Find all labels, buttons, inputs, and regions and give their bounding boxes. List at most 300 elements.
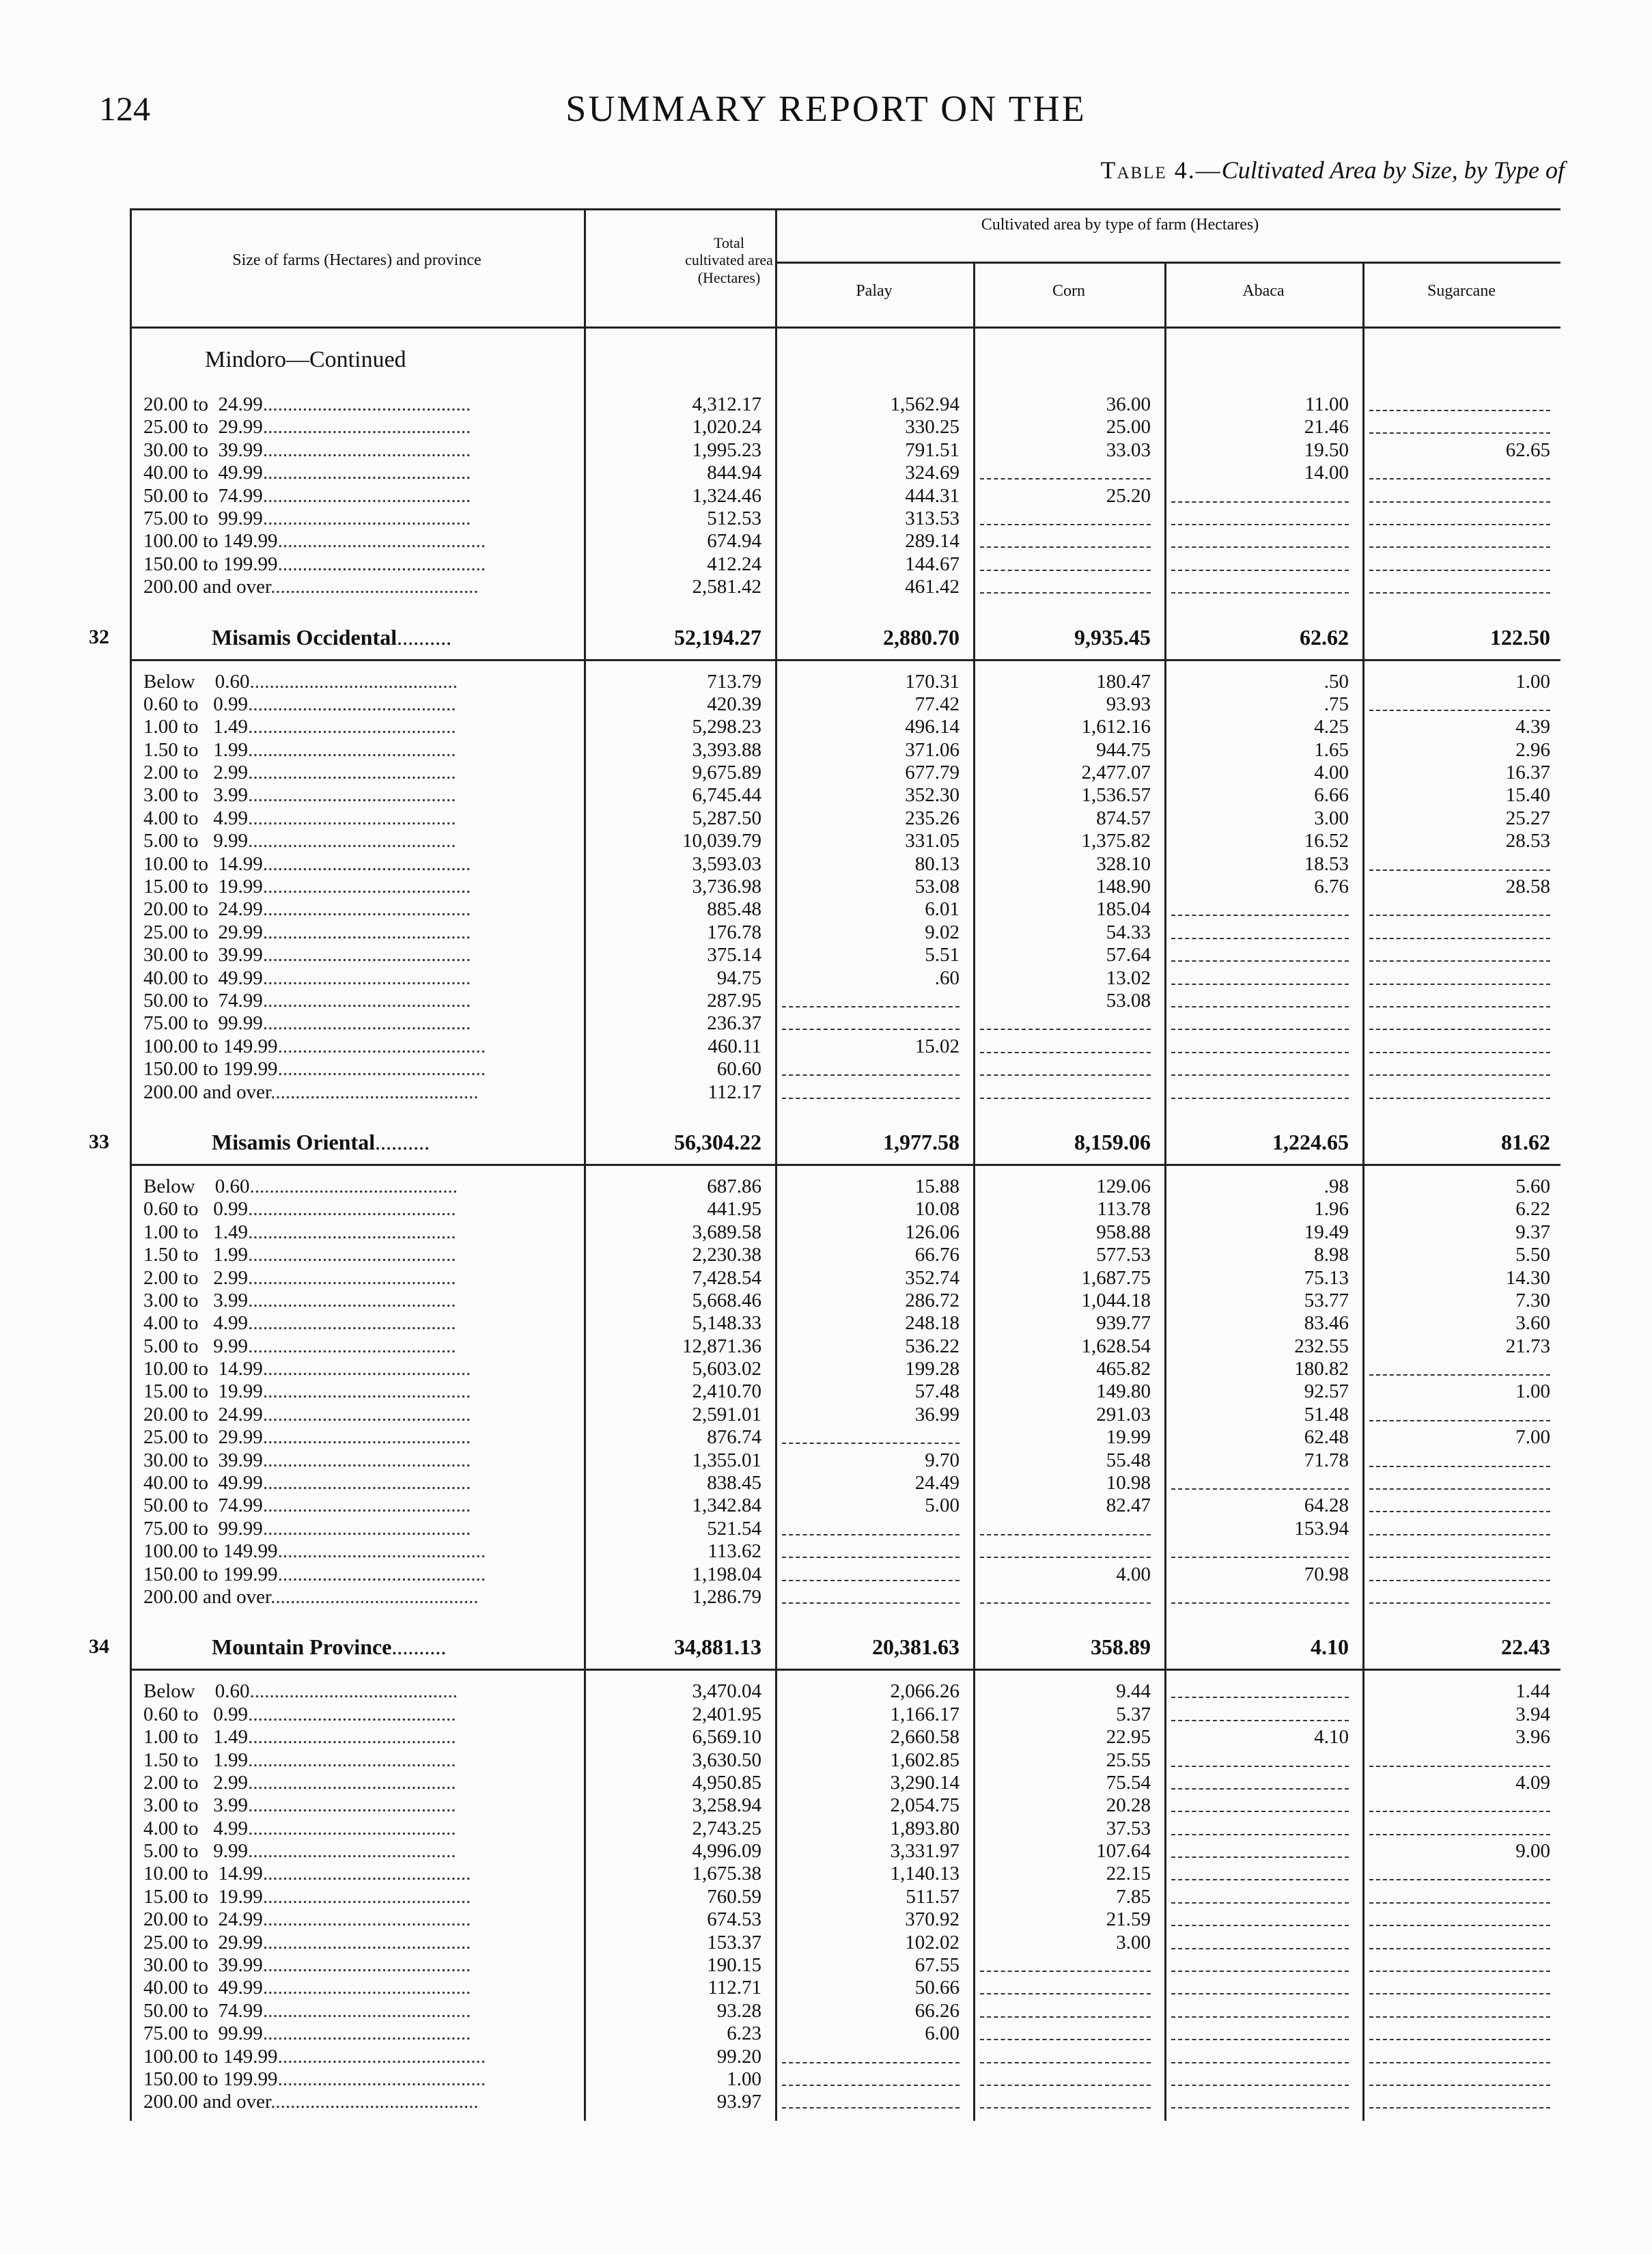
cell-total: 1,324.46 [692, 484, 761, 507]
cell-corn: 1,612.16 [1081, 716, 1151, 738]
cell-palay: 3,290.14 [890, 1771, 960, 1794]
cell-corn: 57.64 [1106, 944, 1151, 966]
row-label: 10.00 to 14.99 [143, 1358, 263, 1380]
table-row: 15.00 to 19.99.......................................... 2,410.70 57.48 149.80 92.57 1.00 [143, 1380, 1550, 1403]
row-label: 15.00 to 19.99 [143, 1885, 263, 1908]
province-number: 32 [89, 625, 109, 648]
cell-total: 674.53 [707, 1908, 761, 1931]
row-label: 0.60 to 0.99 [143, 1198, 249, 1221]
cell-total: 5,287.50 [692, 807, 761, 829]
cell-palay: 444.31 [905, 484, 960, 507]
cell-corn: 7.85 [1116, 1885, 1151, 1908]
cell-palay: 235.26 [905, 807, 960, 829]
cell-total: 460.11 [708, 1035, 761, 1057]
empty-cell [782, 1580, 960, 1581]
cell-total: 9,675.89 [692, 762, 761, 784]
empty-cell [1369, 2062, 1550, 2063]
cell-total: 375.14 [707, 944, 761, 966]
empty-cell [1369, 1074, 1550, 1076]
province-total-row [89, 1120, 1560, 1166]
empty-cell [980, 2085, 1151, 2086]
empty-cell [1369, 2016, 1550, 2018]
cell-palay: 1,893.80 [890, 1817, 960, 1839]
province-abaca: 1,224.65 [1272, 1129, 1349, 1154]
province-name: Misamis Oriental.......... [212, 1129, 430, 1154]
row-label: 25.00 to 29.99 [143, 1426, 263, 1449]
section-title: Mindoro—Continued [205, 347, 406, 372]
cell-abaca: 92.57 [1304, 1380, 1349, 1403]
cell-total: 7,428.54 [692, 1266, 761, 1289]
province-corn: 8,159.06 [1074, 1129, 1151, 1154]
table-title: Cultivated Area by Size, by Type of [1221, 156, 1565, 184]
empty-cell [1171, 1098, 1349, 1099]
empty-cell [1171, 1971, 1349, 1972]
table-row: 150.00 to 199.99.......................................... 1.00 [130, 2068, 1560, 2091]
cell-palay: 2,660.58 [890, 1726, 960, 1749]
cell-sugar: 28.58 [1505, 876, 1550, 898]
table-row: 75.00 to 99.99.......................................... 512.53 313.53 [130, 507, 1560, 530]
cell-palay: 2,054.75 [890, 1794, 960, 1817]
cell-palay: 1,562.94 [890, 393, 960, 415]
cell-corn: 20.28 [1106, 1794, 1151, 1817]
empty-cell [1171, 984, 1349, 985]
table-row: 1.00 to 1.49.......................................... 6,569.10 2,660.58 22.95 4.10 3.96 [143, 1726, 1550, 1749]
cell-total: 3,593.03 [692, 852, 761, 875]
empty-cell [1171, 1602, 1349, 1604]
cell-total: 687.86 [707, 1175, 761, 1197]
row-label: 150.00 to 199.99 [143, 1058, 278, 1081]
cell-abaca: 19.49 [1304, 1221, 1349, 1243]
cell-abaca: 8.98 [1314, 1244, 1349, 1266]
empty-cell [1369, 1602, 1550, 1604]
cell-total: 236.37 [707, 1012, 761, 1035]
empty-cell [1369, 1052, 1550, 1053]
cell-palay: 24.49 [914, 1472, 960, 1494]
cell-total: 287.95 [707, 989, 761, 1012]
empty-cell [1369, 1925, 1550, 1926]
row-label: Below 0.60 [143, 1680, 250, 1703]
cell-corn: 21.59 [1106, 1908, 1151, 1931]
cell-palay: 1,140.13 [890, 1863, 960, 1885]
cell-total: 674.94 [707, 530, 761, 553]
cell-palay: 511.57 [906, 1885, 960, 1908]
cell-palay: 67.55 [914, 1954, 960, 1977]
empty-cell [1369, 1580, 1550, 1581]
province-sugar: 22.43 [1501, 1634, 1550, 1660]
province-sugar: 122.50 [1490, 624, 1550, 650]
cell-total: 5,668.46 [692, 1289, 761, 1311]
table-row: 50.00 to 74.99.......................................... 93.28 66.26 [130, 2000, 1560, 2022]
row-label: 40.00 to 49.99 [143, 462, 263, 484]
empty-cell [980, 478, 1151, 479]
row-label: 200.00 and over [143, 1081, 271, 1103]
cell-corn: 93.93 [1106, 693, 1151, 715]
cell-corn: 19.99 [1106, 1426, 1151, 1449]
empty-cell [1171, 1788, 1349, 1790]
cell-corn: 939.77 [1096, 1312, 1151, 1335]
empty-cell [980, 1534, 1151, 1535]
cell-total: 176.78 [707, 921, 761, 943]
cell-total: 3,393.88 [692, 738, 761, 761]
row-label: 75.00 to 99.99 [143, 507, 263, 529]
cell-total: 3,630.50 [692, 1749, 761, 1771]
cell-palay: 1,602.85 [890, 1749, 960, 1771]
row-label: 3.00 to 3.99 [143, 1794, 249, 1817]
cell-corn: 25.20 [1106, 484, 1151, 507]
table-row: 30.00 to 39.99.......................................... 1,355.01 9.70 55.48 71.78 [130, 1449, 1560, 1472]
cell-total: 885.48 [707, 898, 761, 921]
cell-palay: 15.02 [914, 1035, 960, 1057]
empty-cell [1369, 1511, 1550, 1512]
cell-palay: 791.51 [905, 439, 960, 461]
table-row: 75.00 to 99.99.......................................... 521.54 153.94 [130, 1518, 1560, 1540]
cell-total: 113.62 [708, 1540, 761, 1563]
cell-total: 112.17 [708, 1081, 761, 1103]
table-body [89, 340, 1560, 2114]
empty-cell [782, 1006, 960, 1007]
province-abaca: 4.10 [1311, 1634, 1349, 1660]
empty-cell [782, 2062, 960, 2063]
cell-total: 12,871.36 [682, 1335, 761, 1357]
cell-corn: 25.55 [1106, 1749, 1151, 1771]
cell-corn: 37.53 [1106, 1817, 1151, 1839]
row-label: 20.00 to 24.99 [143, 393, 263, 415]
table-row: 2.00 to 2.99.......................................... 4,950.85 3,290.14 75.54 4.09 [143, 1771, 1550, 1794]
table-row: 3.00 to 3.99.......................................... 3,258.94 2,054.75 20.28 [130, 1794, 1560, 1817]
cell-palay: 77.42 [914, 693, 960, 715]
cell-palay: 289.14 [905, 530, 960, 553]
row-label: 5.00 to 9.99 [143, 1335, 249, 1357]
row-label: 0.60 to 0.99 [143, 693, 249, 715]
empty-cell [1369, 915, 1550, 916]
cell-total: 5,148.33 [692, 1312, 761, 1335]
table-row: 100.00 to 149.99.......................................... 674.94 289.14 [130, 530, 1560, 553]
cell-sugar: 3.94 [1515, 1703, 1550, 1725]
row-label: 75.00 to 99.99 [143, 1012, 263, 1035]
cell-abaca: 4.00 [1314, 762, 1349, 784]
cell-corn: 944.75 [1096, 738, 1151, 761]
cell-palay: 371.06 [905, 738, 960, 761]
table-row: Below 0.60.......................................... 687.86 15.88 129.06 .98 5.60 [143, 1175, 1550, 1197]
empty-cell [1171, 2085, 1349, 2086]
cell-abaca: 71.78 [1304, 1449, 1349, 1471]
cell-sugar: 28.53 [1505, 830, 1550, 852]
row-label: 1.50 to 1.99 [143, 738, 249, 761]
empty-cell [1369, 960, 1550, 962]
cell-total: 3,689.58 [692, 1221, 761, 1243]
row-label: 200.00 and over [143, 576, 271, 598]
cell-sugar: 4.09 [1515, 1771, 1550, 1794]
cell-total: 5,298.23 [692, 716, 761, 738]
row-label: 2.00 to 2.99 [143, 1771, 249, 1794]
cell-total: 2,743.25 [692, 1817, 761, 1839]
cell-palay: 144.67 [905, 553, 960, 575]
province-corn: 358.89 [1091, 1634, 1151, 1660]
empty-cell [782, 1074, 960, 1076]
table-row: 20.00 to 24.99.......................................... 2,591.01 36.99 291.03 51.48 [130, 1404, 1560, 1426]
table-row: 30.00 to 39.99.......................................... 190.15 67.55 [130, 1954, 1560, 1977]
table-row: 40.00 to 49.99.......................................... 112.71 50.66 [130, 1977, 1560, 1999]
empty-cell [1369, 1834, 1550, 1835]
empty-cell [1171, 1948, 1349, 1949]
empty-cell [1369, 984, 1550, 985]
cell-total: 412.24 [707, 553, 761, 575]
row-label: 25.00 to 29.99 [143, 1931, 263, 1953]
cell-sugar: 14.30 [1505, 1266, 1550, 1289]
table-row: 10.00 to 14.99.......................................... 3,593.03 80.13 328.10 18.53 [130, 853, 1560, 876]
cell-palay: 15.88 [914, 1175, 960, 1197]
header-palay: Palay [856, 282, 893, 300]
table-row: 20.00 to 24.99.......................................... 4,312.17 1,562.94 36.00 11.00 [130, 393, 1560, 416]
empty-cell [1369, 410, 1550, 411]
cell-sugar: 15.40 [1505, 784, 1550, 807]
empty-cell [980, 1098, 1151, 1099]
cell-total: 1,020.24 [692, 416, 761, 439]
empty-cell [1171, 1074, 1349, 1076]
row-label: 40.00 to 49.99 [143, 1977, 263, 1999]
table-row: 20.00 to 24.99.......................................... 674.53 370.92 21.59 [130, 1908, 1560, 1931]
table-row: 100.00 to 149.99.......................................... 460.11 15.02 [130, 1035, 1560, 1058]
row-label: 5.00 to 9.99 [143, 830, 249, 852]
province-palay: 20,381.63 [872, 1634, 960, 1660]
table-row: 200.00 and over.......................................... 2,581.42 461.42 [130, 576, 1560, 598]
table-caption [1101, 156, 1565, 184]
empty-cell [1171, 524, 1349, 525]
table-row: 25.00 to 29.99.......................................... 876.74 19.99 62.48 7.00 [143, 1426, 1550, 1449]
cell-total: 521.54 [707, 1517, 761, 1540]
cell-palay: 10.08 [914, 1198, 960, 1221]
province-number: 34 [89, 1635, 109, 1658]
province-sugar: 81.62 [1501, 1129, 1550, 1154]
table-row: 40.00 to 49.99.......................................... 94.75 .60 13.02 [130, 967, 1560, 990]
cell-total: 6,569.10 [692, 1726, 761, 1749]
cell-total: 1,675.38 [692, 1863, 761, 1885]
cell-sugar: 21.73 [1505, 1335, 1550, 1357]
cell-palay: 461.42 [905, 576, 960, 598]
cell-corn: 874.57 [1096, 807, 1151, 829]
cell-total: 3,258.94 [692, 1794, 761, 1817]
empty-cell [1369, 1466, 1550, 1467]
row-label: 50.00 to 74.99 [143, 484, 263, 507]
cell-sugar: 4.39 [1515, 716, 1550, 738]
empty-cell [1171, 1902, 1349, 1904]
table-row: 150.00 to 199.99.......................................... 412.24 144.67 [130, 553, 1560, 576]
row-label: 50.00 to 74.99 [143, 1494, 263, 1517]
empty-cell [782, 2085, 960, 2086]
cell-total: 713.79 [707, 670, 761, 693]
cell-total: 1,355.01 [692, 1449, 761, 1471]
cell-corn: 328.10 [1096, 852, 1151, 875]
empty-cell [1171, 1052, 1349, 1053]
cell-corn: 13.02 [1106, 966, 1151, 989]
cell-sugar: 9.37 [1515, 1221, 1550, 1243]
row-label: 40.00 to 49.99 [143, 1472, 263, 1494]
cell-palay: 53.08 [914, 876, 960, 898]
empty-cell [782, 1534, 960, 1535]
row-label: Below 0.60 [143, 670, 250, 693]
table-number: Table 4.— [1100, 156, 1222, 184]
header-group: Cultivated area by type of farm (Hectares) [981, 216, 1259, 234]
cell-total: 1,995.23 [692, 439, 761, 461]
cell-total: 2,230.38 [692, 1244, 761, 1266]
cell-total: 112.71 [708, 1977, 761, 1999]
empty-cell [980, 1074, 1151, 1076]
cell-palay: 199.28 [905, 1358, 960, 1380]
cell-palay: 126.06 [905, 1221, 960, 1243]
empty-cell [782, 1557, 960, 1558]
province-palay: 1,977.58 [883, 1129, 960, 1154]
empty-cell [1171, 2039, 1349, 2040]
cell-sugar: 5.50 [1515, 1244, 1550, 1266]
header-total: Total cultivated area (Hectares) [685, 234, 773, 286]
cell-abaca: 6.66 [1314, 784, 1349, 807]
row-label: 1.00 to 1.49 [143, 1726, 249, 1749]
cell-corn: 180.47 [1096, 670, 1151, 693]
row-label: 20.00 to 24.99 [143, 1403, 263, 1425]
header-corn: Corn [1052, 282, 1085, 300]
province-corn: 9,935.45 [1074, 624, 1151, 650]
empty-cell [782, 1443, 960, 1444]
cell-corn: 25.00 [1106, 416, 1151, 439]
empty-cell [1171, 1856, 1349, 1858]
row-label: 20.00 to 24.99 [143, 1908, 263, 1931]
cell-sugar: 7.30 [1515, 1289, 1550, 1311]
cell-corn: 958.88 [1096, 1221, 1151, 1243]
cell-corn: 577.53 [1096, 1244, 1151, 1266]
cell-abaca: 1.65 [1314, 738, 1349, 761]
cell-palay: 496.14 [905, 716, 960, 738]
empty-cell [980, 1602, 1151, 1604]
cell-palay: 102.02 [905, 1931, 960, 1953]
cell-palay: 80.13 [914, 852, 960, 875]
table-row: 150.00 to 199.99.......................................... 1,198.04 4.00 70.98 [130, 1563, 1560, 1586]
cell-abaca: 53.77 [1304, 1289, 1349, 1311]
cell-palay: 248.18 [905, 1312, 960, 1335]
cell-abaca: 153.94 [1294, 1517, 1349, 1540]
empty-cell [1171, 546, 1349, 548]
row-label: 150.00 to 199.99 [143, 2068, 278, 2090]
row-label: 10.00 to 14.99 [143, 852, 263, 875]
province-name: Mountain Province.......... [212, 1634, 447, 1660]
cell-total: 93.28 [716, 1999, 761, 2022]
row-label: 4.00 to 4.99 [143, 1817, 249, 1839]
cell-corn: 148.90 [1096, 876, 1151, 898]
table-row: 0.60 to 0.99.......................................... 420.39 77.42 93.93 .75 [130, 693, 1560, 716]
table-row: 200.00 and over.......................................... 93.97 [130, 2091, 1560, 2113]
table-row: 4.00 to 4.99.......................................... 5,148.33 248.18 939.77 83.46 3.60 [143, 1312, 1550, 1335]
cell-total: 2,591.01 [692, 1403, 761, 1425]
empty-cell [1171, 2062, 1349, 2063]
cell-total: 94.75 [716, 966, 761, 989]
empty-cell [1171, 1834, 1349, 1835]
cell-corn: 1,536.57 [1081, 784, 1151, 807]
row-label: 75.00 to 99.99 [143, 2022, 263, 2045]
cell-total: 760.59 [707, 1885, 761, 1908]
cell-abaca: 3.00 [1314, 807, 1349, 829]
cell-corn: 185.04 [1096, 898, 1151, 921]
province-total: 52,194.27 [674, 624, 761, 650]
empty-cell [1171, 1925, 1349, 1926]
table-row: Below 0.60.......................................... 3,470.04 2,066.26 9.44 1.44 [143, 1680, 1550, 1703]
cell-total: 512.53 [707, 507, 761, 529]
cell-abaca: 6.76 [1314, 876, 1349, 898]
cell-abaca: 16.52 [1304, 830, 1349, 852]
header-size: Size of farms (Hectares) and province [232, 251, 481, 269]
table-row: 1.00 to 1.49.......................................... 5,298.23 496.14 1,612.16 4.25 4.39 [143, 716, 1550, 738]
table-row: 1.00 to 1.49.......................................... 3,689.58 126.06 958.88 19.49 9.37 [143, 1221, 1550, 1243]
empty-cell [980, 1993, 1151, 1994]
row-label: 200.00 and over [143, 1585, 271, 1608]
table-row: 2.00 to 2.99.......................................... 9,675.89 677.79 2,477.07 4.00 16.37 [143, 762, 1550, 784]
row-label: 50.00 to 74.99 [143, 989, 263, 1012]
table-row: 25.00 to 29.99.......................................... 1,020.24 330.25 25.00 21.46 [130, 416, 1560, 439]
province-abaca: 62.62 [1300, 624, 1349, 650]
province-total-row [89, 615, 1560, 661]
cell-palay: 50.66 [914, 1977, 960, 1999]
cell-palay: 66.26 [914, 1999, 960, 2022]
cell-corn: 53.08 [1106, 989, 1151, 1012]
cell-total: 99.20 [716, 2045, 761, 2068]
header-abaca: Abaca [1242, 282, 1285, 300]
cell-total: 3,736.98 [692, 876, 761, 898]
empty-cell [1171, 1029, 1349, 1030]
cell-sugar: 16.37 [1505, 762, 1550, 784]
cell-abaca: 1.96 [1314, 1198, 1349, 1221]
cell-total: 838.45 [707, 1472, 761, 1494]
table-row: 150.00 to 199.99.......................................... 60.60 [130, 1058, 1560, 1081]
empty-cell [1369, 1811, 1550, 1812]
cell-abaca: 75.13 [1304, 1266, 1349, 1289]
cell-total: 2,581.42 [692, 576, 761, 598]
table-row: 50.00 to 74.99.......................................... 1,342.84 5.00 82.47 64.28 [130, 1494, 1560, 1517]
table-row: 10.00 to 14.99.......................................... 1,675.38 1,140.13 22.15 [130, 1863, 1560, 1885]
province-total-row [89, 1625, 1560, 1671]
cell-total: 190.15 [707, 1954, 761, 1977]
empty-cell [1369, 1534, 1550, 1535]
table-row: 50.00 to 74.99.......................................... 287.95 53.08 [130, 990, 1560, 1012]
cell-abaca: 232.55 [1294, 1335, 1349, 1357]
row-label: 1.00 to 1.49 [143, 1221, 249, 1243]
cell-abaca: 21.46 [1304, 416, 1349, 439]
cell-sugar: 1.00 [1515, 1380, 1550, 1403]
table-row: 15.00 to 19.99.......................................... 760.59 511.57 7.85 [130, 1886, 1560, 1908]
table-row: 75.00 to 99.99.......................................... 6.23 6.00 [130, 2022, 1560, 2045]
cell-corn: 10.98 [1106, 1472, 1151, 1494]
empty-cell [1369, 546, 1550, 548]
empty-cell [980, 570, 1151, 571]
empty-cell [1369, 938, 1550, 939]
cell-palay: .60 [934, 966, 960, 989]
table-row: 25.00 to 29.99.......................................... 176.78 9.02 54.33 [130, 921, 1560, 944]
cell-sugar: 6.22 [1515, 1198, 1550, 1221]
empty-cell [1369, 592, 1550, 594]
row-label: 75.00 to 99.99 [143, 1517, 263, 1540]
empty-cell [980, 524, 1151, 525]
cell-total: 876.74 [707, 1426, 761, 1449]
empty-cell [1369, 1374, 1550, 1376]
table-row: 5.00 to 9.99.......................................... 10,039.79 331.05 1,375.82 16.52 28.53 [143, 830, 1550, 852]
cell-corn: 465.82 [1096, 1358, 1151, 1380]
cell-total: 1,286.79 [692, 1585, 761, 1608]
cell-total: 2,401.95 [692, 1703, 761, 1725]
empty-cell [1171, 2107, 1349, 2109]
empty-cell [1369, 2039, 1550, 2040]
cell-sugar: 1.44 [1515, 1680, 1550, 1703]
row-label: 5.00 to 9.99 [143, 1840, 249, 1863]
cell-sugar: 7.00 [1515, 1426, 1550, 1449]
cell-palay: 6.00 [925, 2022, 960, 2045]
cell-palay: 9.70 [925, 1449, 960, 1471]
